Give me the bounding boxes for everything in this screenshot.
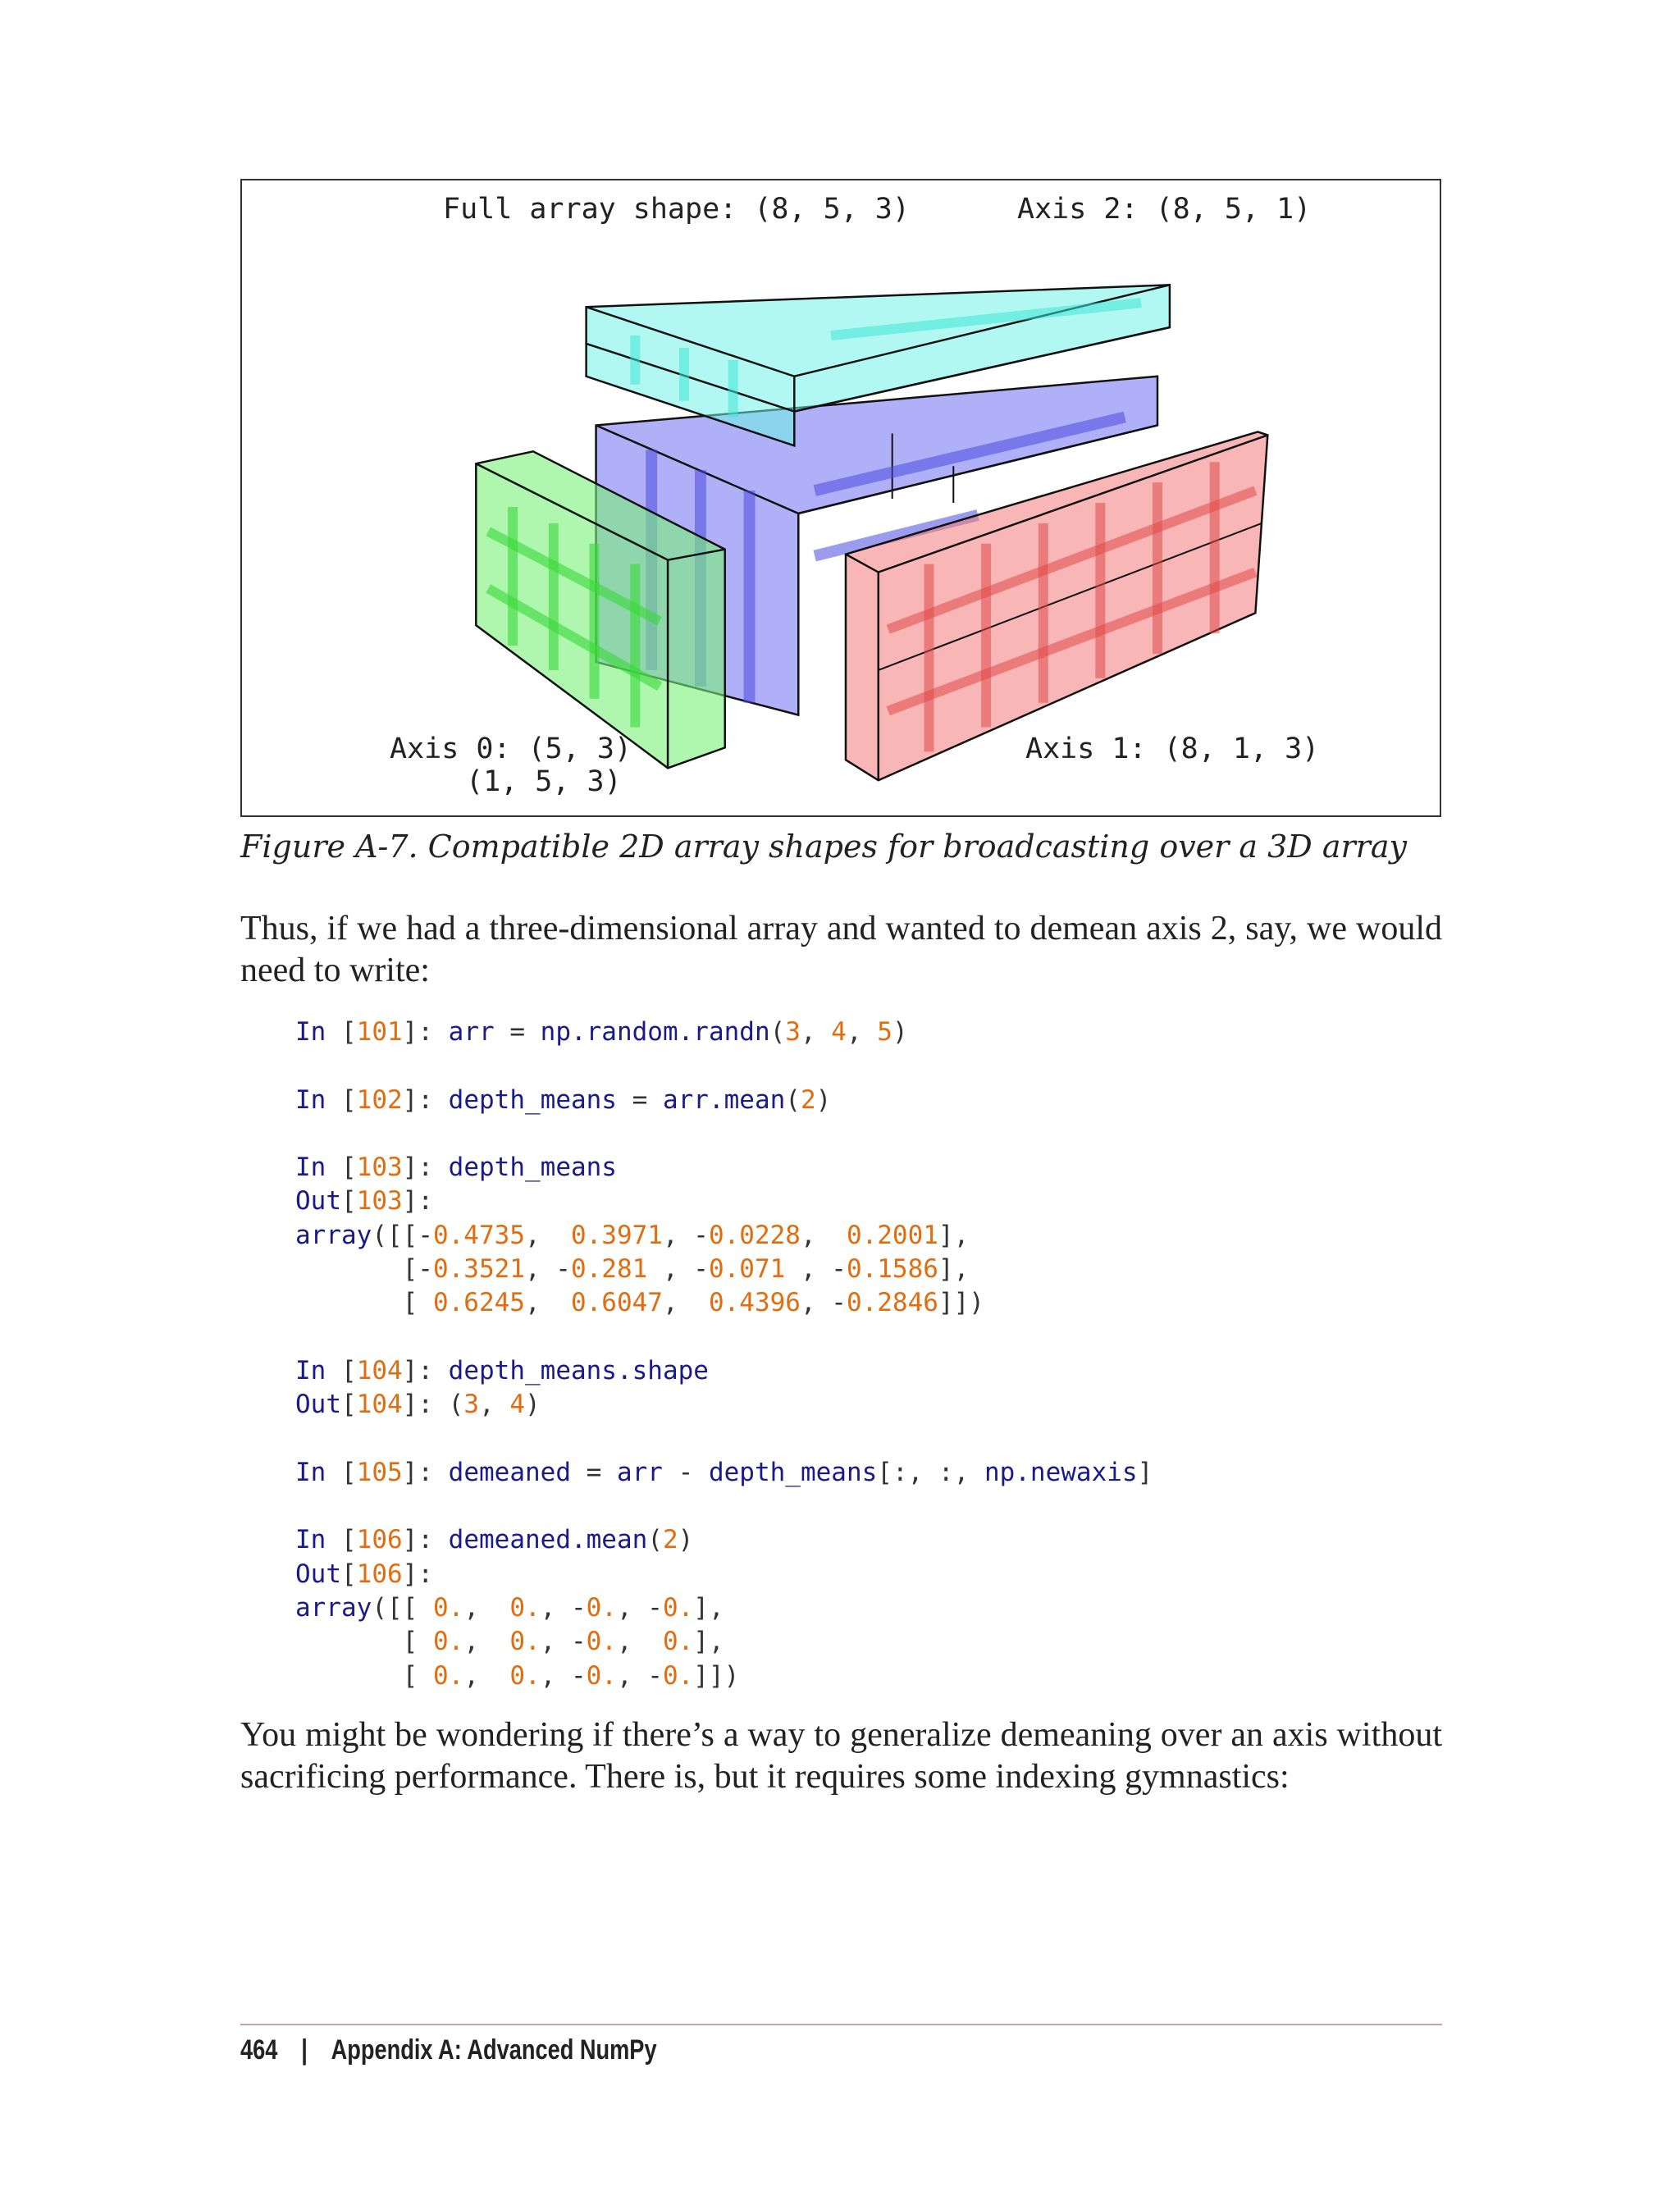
code-token: 0.4735	[432, 1220, 525, 1250]
code-token: demeaned.mean	[448, 1525, 648, 1555]
code-token: )	[525, 1390, 541, 1420]
code-line	[295, 1659, 1153, 1693]
page-number: 464	[240, 2034, 278, 2066]
label-axis2: Axis 2: (8, 5, 1)	[1017, 193, 1312, 226]
code-token: 102	[356, 1084, 403, 1115]
code-token: arr	[616, 1457, 678, 1487]
code-token: 0.	[432, 1660, 464, 1691]
code-token: ]])	[693, 1660, 740, 1691]
code-token: ]:	[402, 1355, 449, 1386]
code-token: [	[341, 1457, 357, 1487]
code-token: 0.0228	[708, 1220, 801, 1250]
code-token: ]:	[402, 1457, 449, 1487]
code-token: , -	[540, 1627, 587, 1657]
label-axis0-alt: (1, 5, 3)	[466, 765, 622, 798]
code-token: In	[295, 1525, 341, 1555]
code-token: [	[341, 1017, 357, 1047]
code-token: 106	[356, 1525, 403, 1555]
code-line	[295, 1456, 1153, 1490]
code-token: [	[295, 1627, 433, 1657]
code-token: ],	[693, 1627, 724, 1657]
code-token: ],	[938, 1220, 970, 1250]
code-line	[295, 1049, 1153, 1083]
code-token: 0.2846	[846, 1288, 938, 1318]
code-token: 0.	[662, 1593, 694, 1623]
code-token: , -	[616, 1593, 663, 1623]
code-token: 104	[356, 1390, 403, 1420]
paragraph-intro: Thus, if we had a three-dimensional array and wanted to demean axis 2, say, we would need to write:	[240, 910, 1442, 989]
code-token: )	[892, 1017, 908, 1047]
code-line	[295, 1321, 1153, 1354]
code-token: , -	[800, 1288, 847, 1318]
code-token: ]: (	[402, 1390, 464, 1420]
code-token: np.random.randn	[540, 1017, 770, 1047]
code-token: , -	[800, 1254, 847, 1285]
code-token: 0.071	[708, 1254, 801, 1285]
code-token: , -	[662, 1254, 709, 1285]
code-token: 0.	[509, 1593, 541, 1623]
code-token: (	[769, 1017, 786, 1047]
code-token: =	[586, 1457, 617, 1487]
code-token: 105	[356, 1457, 403, 1487]
paragraph-followup: You might be wondering if there’s a way to generalize demeaning over an axis without sacrificing performance. There is, but it requires some indexing gymnastics:	[240, 1716, 1442, 1796]
label-axis0: Axis 0: (5, 3)	[390, 733, 632, 765]
code-token: 0.	[662, 1627, 694, 1657]
code-token: depth_means	[448, 1084, 632, 1115]
code-token: arr.mean	[662, 1084, 786, 1115]
code-token: ]:	[402, 1084, 449, 1115]
code-token: 3	[463, 1390, 479, 1420]
code-token: [	[341, 1390, 357, 1420]
code-line	[295, 1253, 1153, 1286]
code-line	[295, 1117, 1153, 1151]
code-token: ]:	[402, 1153, 449, 1183]
code-token: Out	[295, 1390, 341, 1420]
code-token: 2	[662, 1525, 678, 1555]
code-token: [-	[295, 1254, 433, 1285]
code-token: ],	[693, 1593, 724, 1623]
code-line	[295, 1151, 1153, 1185]
code-line	[295, 1084, 1153, 1117]
code-token: 0.2001	[846, 1220, 938, 1250]
code-token: array	[295, 1220, 372, 1250]
code-token: ]:	[402, 1017, 449, 1047]
code-line	[295, 1558, 1153, 1591]
code-token: 0.	[662, 1660, 694, 1691]
code-token: 0.281	[570, 1254, 663, 1285]
code-token: ,	[524, 1288, 571, 1318]
code-token: (	[647, 1525, 663, 1555]
code-token: 0.6245	[432, 1288, 525, 1318]
code-token: 104	[356, 1355, 403, 1386]
code-token: ,	[463, 1660, 510, 1691]
code-line	[295, 1016, 1153, 1049]
code-line	[295, 1490, 1153, 1523]
code-token: [	[341, 1525, 357, 1555]
code-token: np.newaxis	[984, 1457, 1138, 1487]
code-line	[295, 1354, 1153, 1388]
code-line	[295, 1286, 1153, 1320]
code-line	[295, 1388, 1153, 1422]
code-token: (	[785, 1084, 801, 1115]
footer-separator: |	[301, 2034, 308, 2066]
label-full-array-shape: Full array shape: (8, 5, 3)	[443, 193, 910, 226]
code-token: 0.3971	[570, 1220, 663, 1250]
code-token: )	[678, 1525, 694, 1555]
code-token: [	[341, 1355, 357, 1386]
code-token: 3	[785, 1017, 801, 1047]
code-token: 0.	[432, 1627, 464, 1657]
code-token: ]])	[938, 1288, 984, 1318]
code-line	[295, 1591, 1153, 1625]
code-token: ,	[800, 1017, 832, 1047]
code-token: ],	[938, 1254, 970, 1285]
code-token: [	[341, 1084, 357, 1115]
code-token: In	[295, 1084, 341, 1115]
code-token: 2	[800, 1084, 816, 1115]
code-token: ]:	[402, 1559, 433, 1589]
code-line	[295, 1625, 1153, 1659]
code-token: , -	[616, 1660, 663, 1691]
code-token: ([[-	[372, 1220, 433, 1250]
code-token: 0.	[586, 1593, 617, 1623]
code-token: 0.3521	[432, 1254, 525, 1285]
code-token: 0.4396	[708, 1288, 801, 1318]
code-token: ([[	[372, 1593, 433, 1623]
code-token: =	[632, 1084, 663, 1115]
code-token: 0.	[509, 1627, 541, 1657]
code-token: , -	[662, 1220, 709, 1250]
code-token: 106	[356, 1559, 403, 1589]
footer-section-title: Appendix A: Advanced NumPy	[331, 2034, 657, 2066]
label-axis1: Axis 1: (8, 1, 3)	[1025, 733, 1320, 765]
code-token: 101	[356, 1017, 403, 1047]
code-token: 103	[356, 1186, 403, 1217]
code-token: 4	[509, 1390, 525, 1420]
code-token: [	[341, 1559, 357, 1589]
code-token: ,	[616, 1627, 663, 1657]
code-line	[295, 1523, 1153, 1557]
code-token: In	[295, 1017, 341, 1047]
code-token: ,	[463, 1627, 510, 1657]
code-token: 103	[356, 1153, 403, 1183]
code-token: arr	[448, 1017, 510, 1047]
code-token: , -	[540, 1593, 587, 1623]
code-token: [	[295, 1288, 433, 1318]
code-token: 0.	[586, 1660, 617, 1691]
figure-a7	[240, 179, 1441, 817]
code-token: 0.	[432, 1593, 464, 1623]
code-line	[295, 1422, 1153, 1456]
code-token: 0.	[586, 1627, 617, 1657]
code-token: 0.6047	[570, 1288, 663, 1318]
code-token: =	[509, 1017, 541, 1047]
code-token: demeaned	[448, 1457, 587, 1487]
code-token: [	[341, 1153, 357, 1183]
code-token: ]:	[402, 1186, 433, 1217]
figure-caption: Figure A-7. Compatible 2D array shapes for broadcasting over a 3D array	[240, 829, 1407, 865]
code-token: Out	[295, 1559, 341, 1589]
code-token: ,	[479, 1390, 510, 1420]
code-token: depth_means.shape	[448, 1355, 709, 1386]
code-token: In	[295, 1153, 341, 1183]
code-token: ]	[1137, 1457, 1153, 1487]
code-token: 4	[831, 1017, 847, 1047]
code-token: In	[295, 1457, 341, 1487]
code-token: 5	[877, 1017, 892, 1047]
code-token: ,	[463, 1593, 510, 1623]
code-block	[295, 1016, 1153, 1693]
code-token: array	[295, 1593, 372, 1623]
code-token: 0.1586	[846, 1254, 938, 1285]
code-token: , -	[524, 1254, 571, 1285]
code-line	[295, 1185, 1153, 1218]
code-token: ,	[524, 1220, 571, 1250]
code-token: In	[295, 1355, 341, 1386]
code-token: depth_means	[708, 1457, 878, 1487]
code-token: [	[295, 1660, 433, 1691]
code-token: [:, :,	[877, 1457, 984, 1487]
code-token: depth_means	[448, 1153, 617, 1183]
code-token: [	[341, 1186, 357, 1217]
code-token: 0.	[509, 1660, 541, 1691]
code-token: )	[815, 1084, 832, 1115]
code-token: Out	[295, 1186, 341, 1217]
page-footer	[240, 2034, 657, 2066]
code-token: ,	[800, 1220, 847, 1250]
footer-divider	[240, 2024, 1442, 2025]
code-token: -	[678, 1457, 709, 1487]
code-token: ,	[662, 1288, 709, 1318]
code-token: , -	[540, 1660, 587, 1691]
broadcast-3d-illustration	[242, 180, 1440, 815]
code-token: ,	[846, 1017, 878, 1047]
code-token: ]:	[402, 1525, 449, 1555]
code-line	[295, 1219, 1153, 1253]
